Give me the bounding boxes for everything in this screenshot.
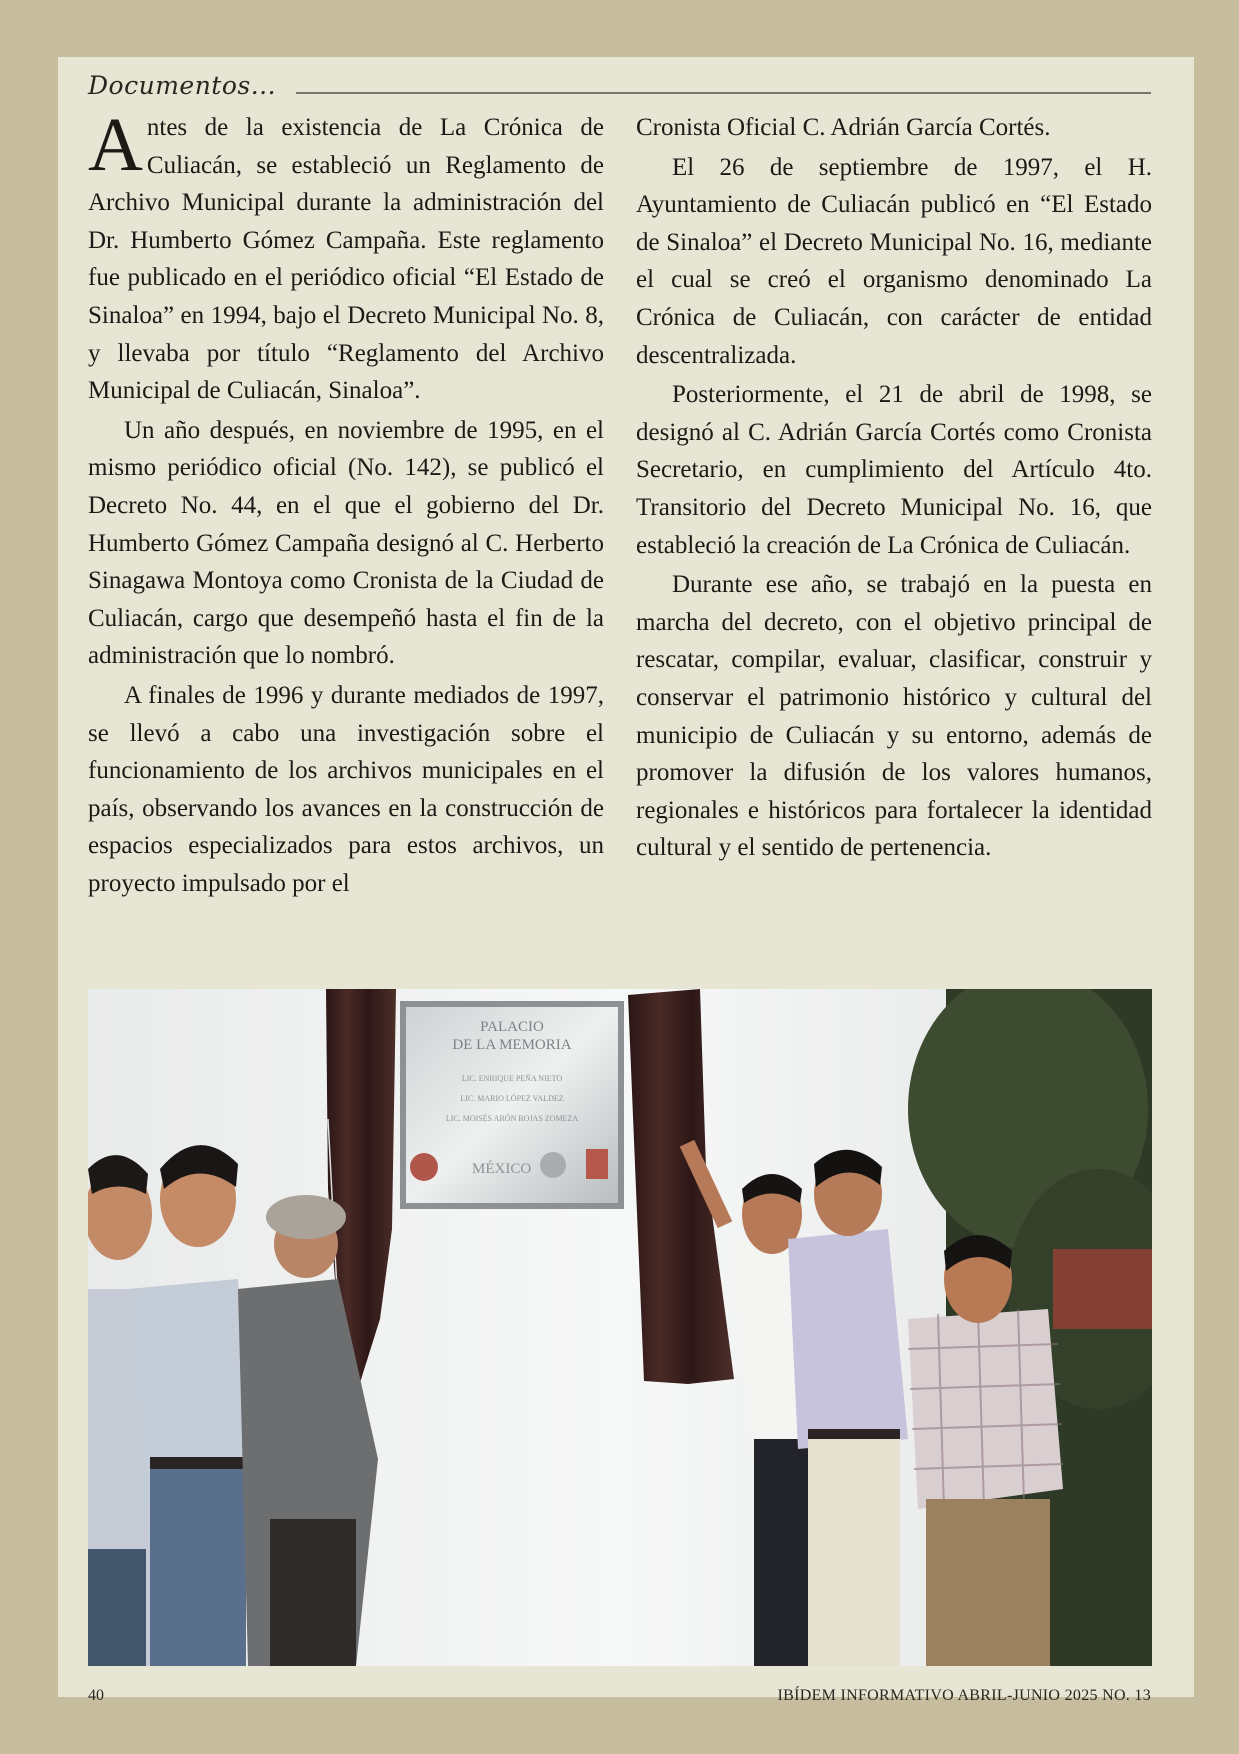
article-body bbox=[88, 103, 1152, 902]
paragraph: El 26 de septiembre de 1997, el H. Ayuntamiento de Culiacán publicó en “El Estado de Sinaloa” el Decreto Municipal No. 16, mediante el cual se creó el organismo denominado La Crónica de Culiacán, con carácter de entidad descentralizada. bbox=[636, 153, 1152, 369]
left-column bbox=[88, 103, 604, 902]
section-header bbox=[88, 65, 1151, 109]
ceremony-photo bbox=[88, 989, 1152, 1666]
paragraph-text: ntes de la existencia de La Crónica de Culiacán, se estableció un Reglamento de Archivo Municipal durante la administración del Dr. Humberto Gómez Campaña. Este reglamento fue publicado en el periódico oficial “El Estado de Sinaloa” en 1994, bajo el Decreto Municipal No. 8, y llevaba por título “Reglamento del Archivo Municipal de Culiacán, Sinaloa”. bbox=[88, 114, 604, 405]
publication-line: IBÍDEM INFORMATIVO ABRIL-JUNIO 2025 NO. 13 bbox=[777, 1687, 1151, 1704]
page-sheet bbox=[58, 57, 1194, 1704]
plaque-name-1: LIC. ENRIQUE PEÑA NIETO bbox=[461, 1074, 563, 1083]
drop-cap: A bbox=[88, 103, 143, 187]
header-rule bbox=[296, 92, 1151, 94]
plaque-title-line2: DE LA MEMORIA bbox=[452, 1037, 572, 1053]
paragraph bbox=[88, 103, 604, 410]
plaque-name-2: LIC. MARIO LÓPEZ VALDEZ bbox=[460, 1094, 564, 1103]
paragraph: A finales de 1996 y durante mediados de 1997, se llevó a cabo una investigación sobre el funcionamiento de los archivos municipales en el país, observando los avances en la construcción de espacios especializados para estos archivos, un proyecto impulsado por el bbox=[88, 681, 604, 897]
section-title: Documentos... bbox=[88, 71, 277, 100]
right-column bbox=[636, 109, 1152, 902]
paragraph: Posteriormente, el 21 de abril de 1998, se designó al C. Adrián García Cortés como Cronista Secretario, en cumplimiento del Artículo 4to. Transitorio del Decreto Municipal No. 16, que estableció la creación de La Crónica de Culiacán. bbox=[636, 381, 1152, 559]
paragraph: Cronista Oficial C. Adrián García Cortés. bbox=[636, 114, 1051, 141]
plaque-title-line1: PALACIO bbox=[480, 1019, 544, 1035]
paragraph: Durante ese año, se trabajó en la puesta en marcha del decreto, con el objetivo principal de rescatar, compilar, evaluar, clasificar, construir y conservar el patrimonio histórico y cultural del municipio de Culiacán y su entorno, además de promover la difusión de los valores humanos, regionales e históricos para fortalecer la identidad cultural y el sentido de pertenencia. bbox=[636, 571, 1152, 862]
plaque-name-3: LIC. MOISÉS ARÓN ROJAS ZOMEZA bbox=[445, 1114, 579, 1123]
page-number: 40 bbox=[88, 1687, 104, 1704]
commemorative-plaque bbox=[400, 1001, 624, 1209]
paragraph: Un año después, en noviembre de 1995, en el mismo periódico oficial (No. 142), se publicó el Decreto No. 44, en el que el gobierno del Dr. Humberto Gómez Campaña designó al C. Herberto Sinagawa Montoya como Cronista de la Ciudad de Culiacán, cargo que desempeñó hasta el fin de la administración que lo nombró. bbox=[88, 416, 604, 670]
plaque-country: MÉXICO bbox=[472, 1161, 532, 1177]
